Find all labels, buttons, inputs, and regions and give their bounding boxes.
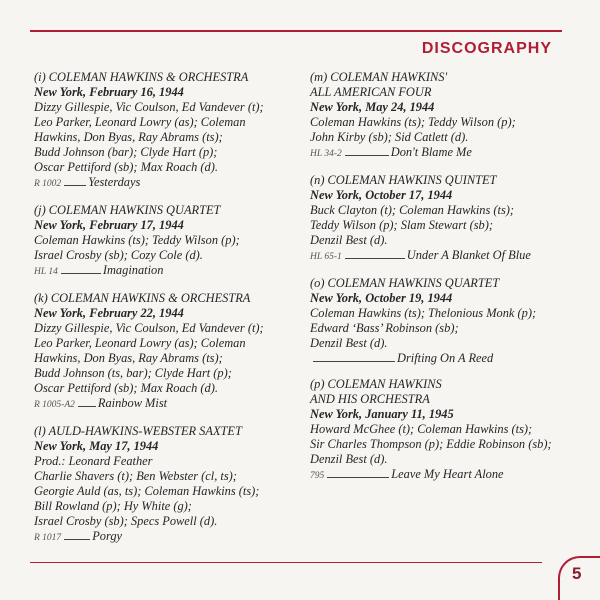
session-i	[34, 70, 296, 192]
track-title: Leave My Heart Alone	[391, 467, 504, 481]
track-title: Porgy	[92, 529, 123, 543]
page-number-tab	[558, 556, 600, 600]
track-title: Under A Blanket Of Blue	[406, 248, 531, 262]
matrix-number: HL 14	[34, 267, 58, 277]
track-row	[34, 396, 296, 413]
session-title: (k) COLEMAN HAWKINS & ORCHESTRA	[34, 291, 251, 305]
session-personnel: Howard McGhee (t); Coleman Hawkins (ts); Sir Charles Thompson (p); Eddie Robinson (sb); Denzil Best (d).	[310, 422, 552, 466]
session-personnel: Coleman Hawkins (ts); Thelonious Monk (p); Edward ‘Bass’ Robinson (sb); Denzil Best (d).	[310, 306, 537, 350]
session-personnel: Dizzy Gillespie, Vic Coulson, Ed Vandever (t); Leo Parker, Leonard Lowry (as); Coleman Hawkins, Don Byas, Ray Abrams (ts); Budd Johnson (ts, bar); Clyde Hart (p); Oscar Pettiford (sb); Max Roach (d).	[34, 321, 264, 395]
top-rule	[30, 30, 562, 32]
leader-line	[327, 468, 389, 478]
track-title: Drifting On A Reed	[397, 351, 494, 365]
track-title: Don't Blame Me	[390, 145, 472, 159]
session-title: (o) COLEMAN HAWKINS QUARTET	[310, 276, 500, 290]
track-row	[310, 145, 572, 162]
bottom-rule	[30, 562, 542, 563]
page-number: 5	[572, 564, 582, 583]
matrix-number: R 1017	[34, 533, 62, 543]
track-row	[310, 248, 572, 265]
page-heading: DISCOGRAPHY	[421, 40, 552, 57]
session-title: (i) COLEMAN HAWKINS & ORCHESTRA	[34, 70, 249, 84]
session-place-date: New York, February 17, 1944	[34, 218, 184, 232]
session-personnel: Dizzy Gillespie, Vic Coulson, Ed Vandever (t); Leo Parker, Leonard Lowry (as); Coleman Hawkins, Don Byas, Ray Abrams (ts); Budd Johnson (bar); Clyde Hart (p); Oscar Pettiford (sb); Max Roach (d).	[34, 100, 264, 174]
session-place-date: New York, October 19, 1944	[310, 291, 453, 305]
matrix-number: HL 65-1	[310, 252, 342, 262]
track-row	[34, 529, 296, 546]
session-j	[34, 203, 296, 280]
track-row	[34, 263, 296, 280]
track-row	[310, 351, 572, 366]
session-place-date: New York, May 24, 1944	[310, 100, 435, 114]
leader-line	[345, 249, 405, 259]
session-personnel: Coleman Hawkins (ts); Teddy Wilson (p); John Kirby (sb); Sid Catlett (d).	[310, 115, 516, 144]
leader-line	[345, 146, 389, 156]
session-p	[310, 377, 572, 484]
session-n	[310, 173, 572, 265]
session-place-date: New York, February 16, 1944	[34, 85, 184, 99]
leader-line	[61, 264, 101, 274]
matrix-number: R 1002	[34, 179, 62, 189]
matrix-number: R 1005-A2	[34, 400, 75, 410]
track-title: Yesterdays	[88, 175, 141, 189]
track-title: Imagination	[102, 263, 164, 277]
session-title: (p) COLEMAN HAWKINS AND HIS ORCHESTRA	[310, 377, 442, 406]
session-place-date: New York, October 17, 1944	[310, 188, 453, 202]
matrix-number: 795	[310, 471, 325, 481]
session-place-date: New York, January 11, 1945	[310, 407, 454, 421]
track-title: Rainbow Mist	[97, 396, 168, 410]
session-place-date: New York, February 22, 1944	[34, 306, 184, 320]
leader-line	[64, 176, 86, 186]
session-l	[34, 424, 296, 546]
session-title: (m) COLEMAN HAWKINS' ALL AMERICAN FOUR	[310, 70, 448, 99]
session-title: (j) COLEMAN HAWKINS QUARTET	[34, 203, 221, 217]
session-personnel: Coleman Hawkins (ts); Teddy Wilson (p); Israel Crosby (sb); Cozy Cole (d).	[34, 233, 240, 262]
session-k	[34, 291, 296, 413]
leader-line	[78, 397, 96, 407]
session-title: (n) COLEMAN HAWKINS QUINTET	[310, 173, 497, 187]
session-o	[310, 276, 572, 366]
track-row	[310, 467, 572, 484]
session-personnel: Buck Clayton (t); Coleman Hawkins (ts); Teddy Wilson (p); Slam Stewart (sb); Denzil Best (d).	[310, 203, 515, 247]
leader-line	[313, 352, 395, 362]
session-place-date: New York, May 17, 1944	[34, 439, 159, 453]
leader-line	[64, 530, 90, 540]
matrix-number: HL 34-2	[310, 149, 342, 159]
session-personnel: Prod.: Leonard Feather Charlie Shavers (t); Ben Webster (cl, ts); Georgie Auld (as, ts); Coleman Hawkins (ts); Bill Rowland (p); Hy White (g); Israel Crosby (sb); Specs Powell (d).	[34, 454, 260, 528]
right-column	[310, 70, 572, 495]
session-title: (l) AULD-HAWKINS-WEBSTER SAXTET	[34, 424, 242, 438]
session-m	[310, 70, 572, 162]
track-row	[34, 175, 296, 192]
left-column	[34, 70, 296, 557]
